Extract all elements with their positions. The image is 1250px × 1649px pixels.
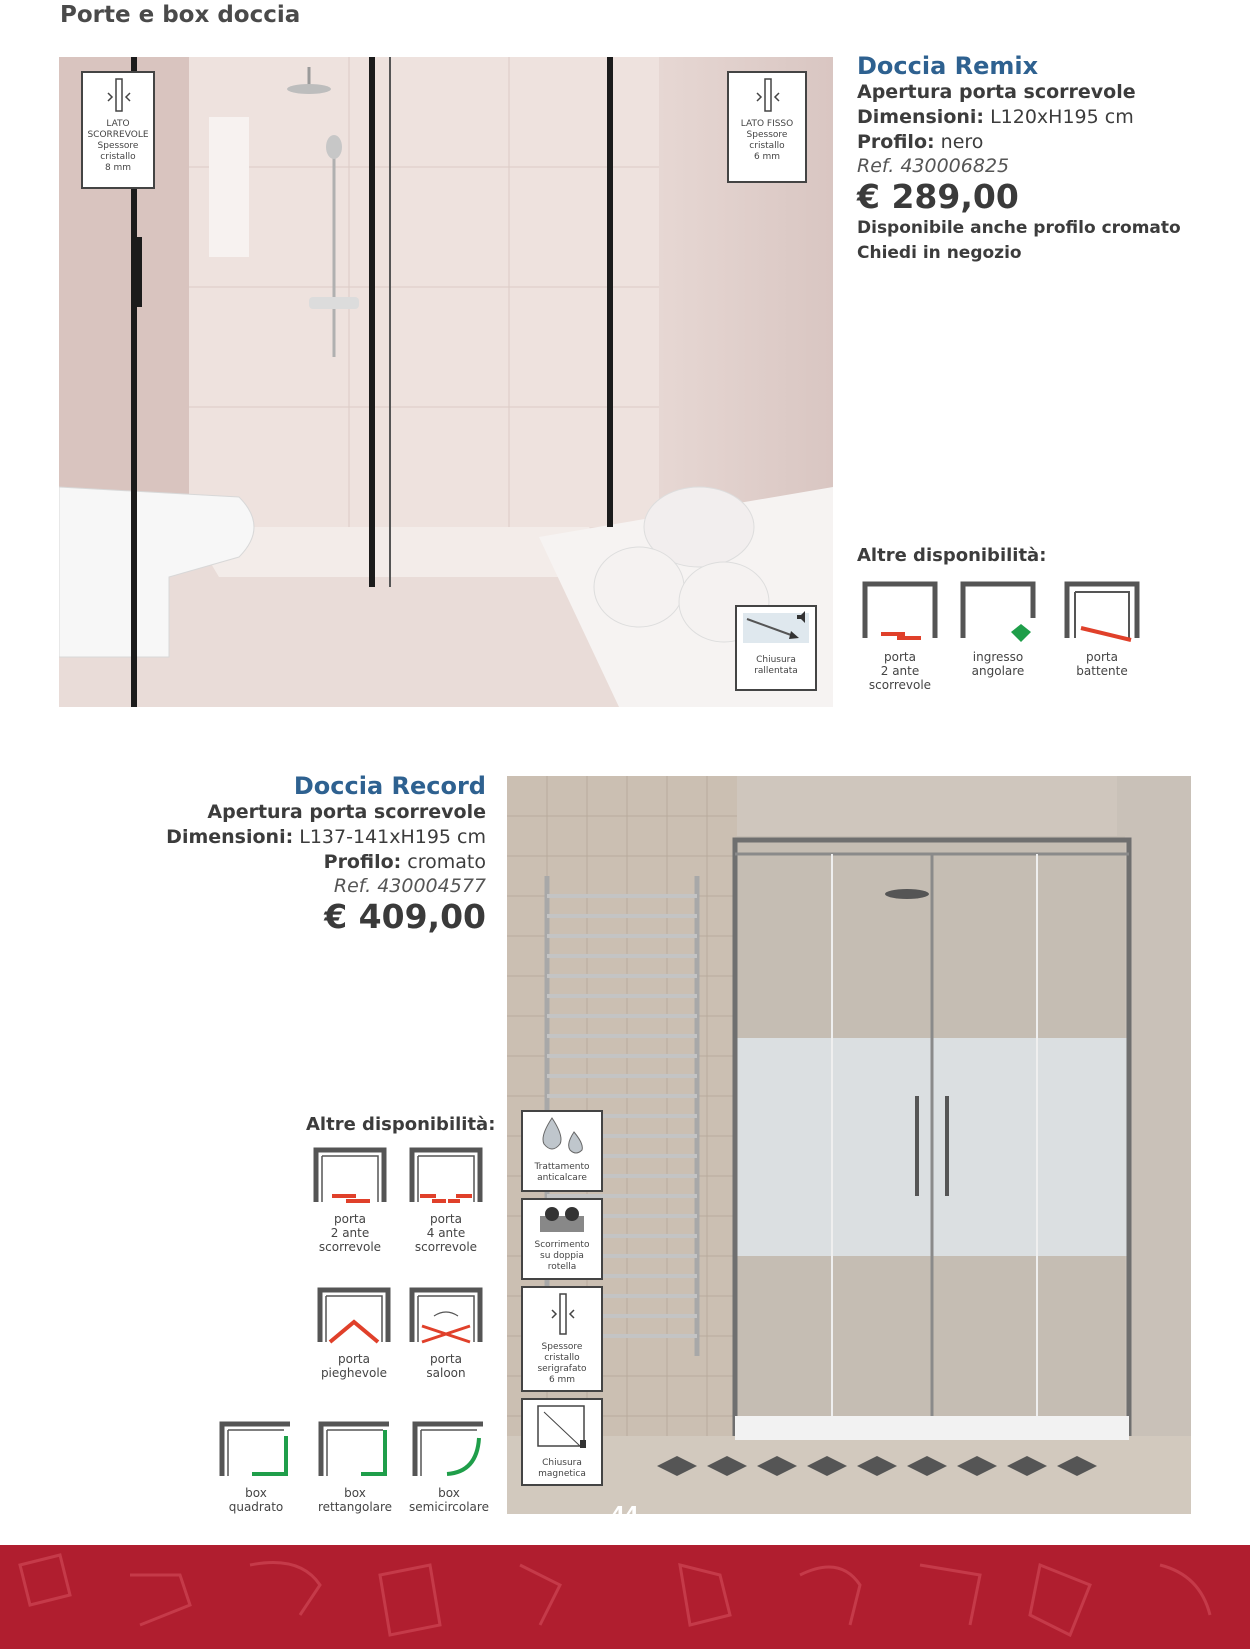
option-folding-door: porta pieghevole: [314, 1286, 394, 1380]
footer-band: [0, 1545, 1250, 1649]
tools-pattern-icon: [0, 1545, 1250, 1649]
four-panel-sliding-icon: [408, 1146, 484, 1204]
product-profile: Profilo: cromato: [323, 851, 486, 873]
saloon-door-icon: [408, 1286, 484, 1344]
availability-title: Altre disponibilità:: [306, 1114, 496, 1135]
product-info-record: [150, 772, 486, 936]
corner-entry-icon: [959, 580, 1037, 642]
availability-title: Altre disponibilità:: [857, 545, 1047, 566]
page-number: 44: [611, 1502, 639, 1526]
product-photo-record: [507, 776, 1191, 1514]
product-dimensions: Dimensioni: L120xH195 cm: [857, 106, 1134, 128]
badge-sliding-side: LATO SCORREVOLE Spessore cristallo 8 mm: [81, 71, 155, 189]
option-square-box: box quadrato: [216, 1420, 296, 1514]
two-panel-sliding-icon: [312, 1146, 388, 1204]
product-price: € 289,00: [857, 177, 1019, 216]
option-rectangular-box: box rettangolare: [310, 1420, 400, 1514]
page-title: Porte e box doccia: [60, 2, 301, 28]
hinged-door-icon: [1063, 580, 1141, 642]
badge-soft-close: Chiusura rallentata: [735, 605, 817, 691]
two-panel-sliding-icon: [861, 580, 939, 642]
product-dimensions: Dimensioni: L137-141xH195 cm: [166, 826, 486, 848]
rectangular-box-icon: [317, 1420, 393, 1478]
option-semicircular-box: box semicircolare: [404, 1420, 494, 1514]
badge-fixed-side: LATO FISSO Spessore cristallo 6 mm: [727, 71, 807, 183]
product-price: € 409,00: [324, 897, 486, 936]
product-ref: Ref. 430006825: [857, 155, 1010, 177]
folding-door-icon: [316, 1286, 392, 1344]
semicircular-box-icon: [411, 1420, 487, 1478]
product-profile: Profilo: nero: [857, 131, 984, 153]
water-drops-icon: [534, 1114, 590, 1158]
product-opening: Apertura porta scorrevole: [857, 81, 1136, 103]
product-ref: Ref. 430004577: [333, 875, 486, 897]
sliding-door-icon: [98, 75, 138, 115]
fixed-door-icon: [747, 75, 787, 115]
glass-panel-icon: [542, 1290, 582, 1338]
product-name: Doccia Remix: [857, 52, 1039, 80]
option-two-panel-sliding: porta 2 ante scorrevole: [860, 580, 940, 692]
product-opening: Apertura porta scorrevole: [207, 801, 486, 823]
product-photo-remix: [59, 57, 833, 707]
option-four-panel-sliding: porta 4 ante scorrevole: [406, 1146, 486, 1254]
product-note: Chiedi in negozio: [857, 243, 1022, 263]
square-box-icon: [218, 1420, 294, 1478]
product-name: Doccia Record: [293, 772, 486, 800]
shower-record-illustration: [507, 776, 1191, 1514]
product-note: Disponibile anche profilo cromato: [857, 218, 1181, 238]
badge-glass-thickness: Spessore cristallo serigrafato 6 mm: [521, 1286, 603, 1392]
soft-close-icon: [741, 609, 811, 651]
double-roller-icon: [534, 1202, 590, 1236]
shower-remix-illustration: [59, 57, 833, 707]
badge-double-roller: Scorrimento su doppia rotella: [521, 1198, 603, 1280]
option-corner-entry: ingresso angolare: [958, 580, 1038, 678]
option-two-panel-sliding: porta 2 ante scorrevole: [310, 1146, 390, 1254]
badge-magnetic-close: Chiusura magnetica: [521, 1398, 603, 1486]
option-saloon-door: porta saloon: [406, 1286, 486, 1380]
magnetic-close-icon: [532, 1402, 592, 1454]
badge-anti-limescale: Trattamento anticalcare: [521, 1110, 603, 1192]
option-hinged-door: porta battente: [1062, 580, 1142, 678]
product-info-remix: [857, 52, 1237, 266]
